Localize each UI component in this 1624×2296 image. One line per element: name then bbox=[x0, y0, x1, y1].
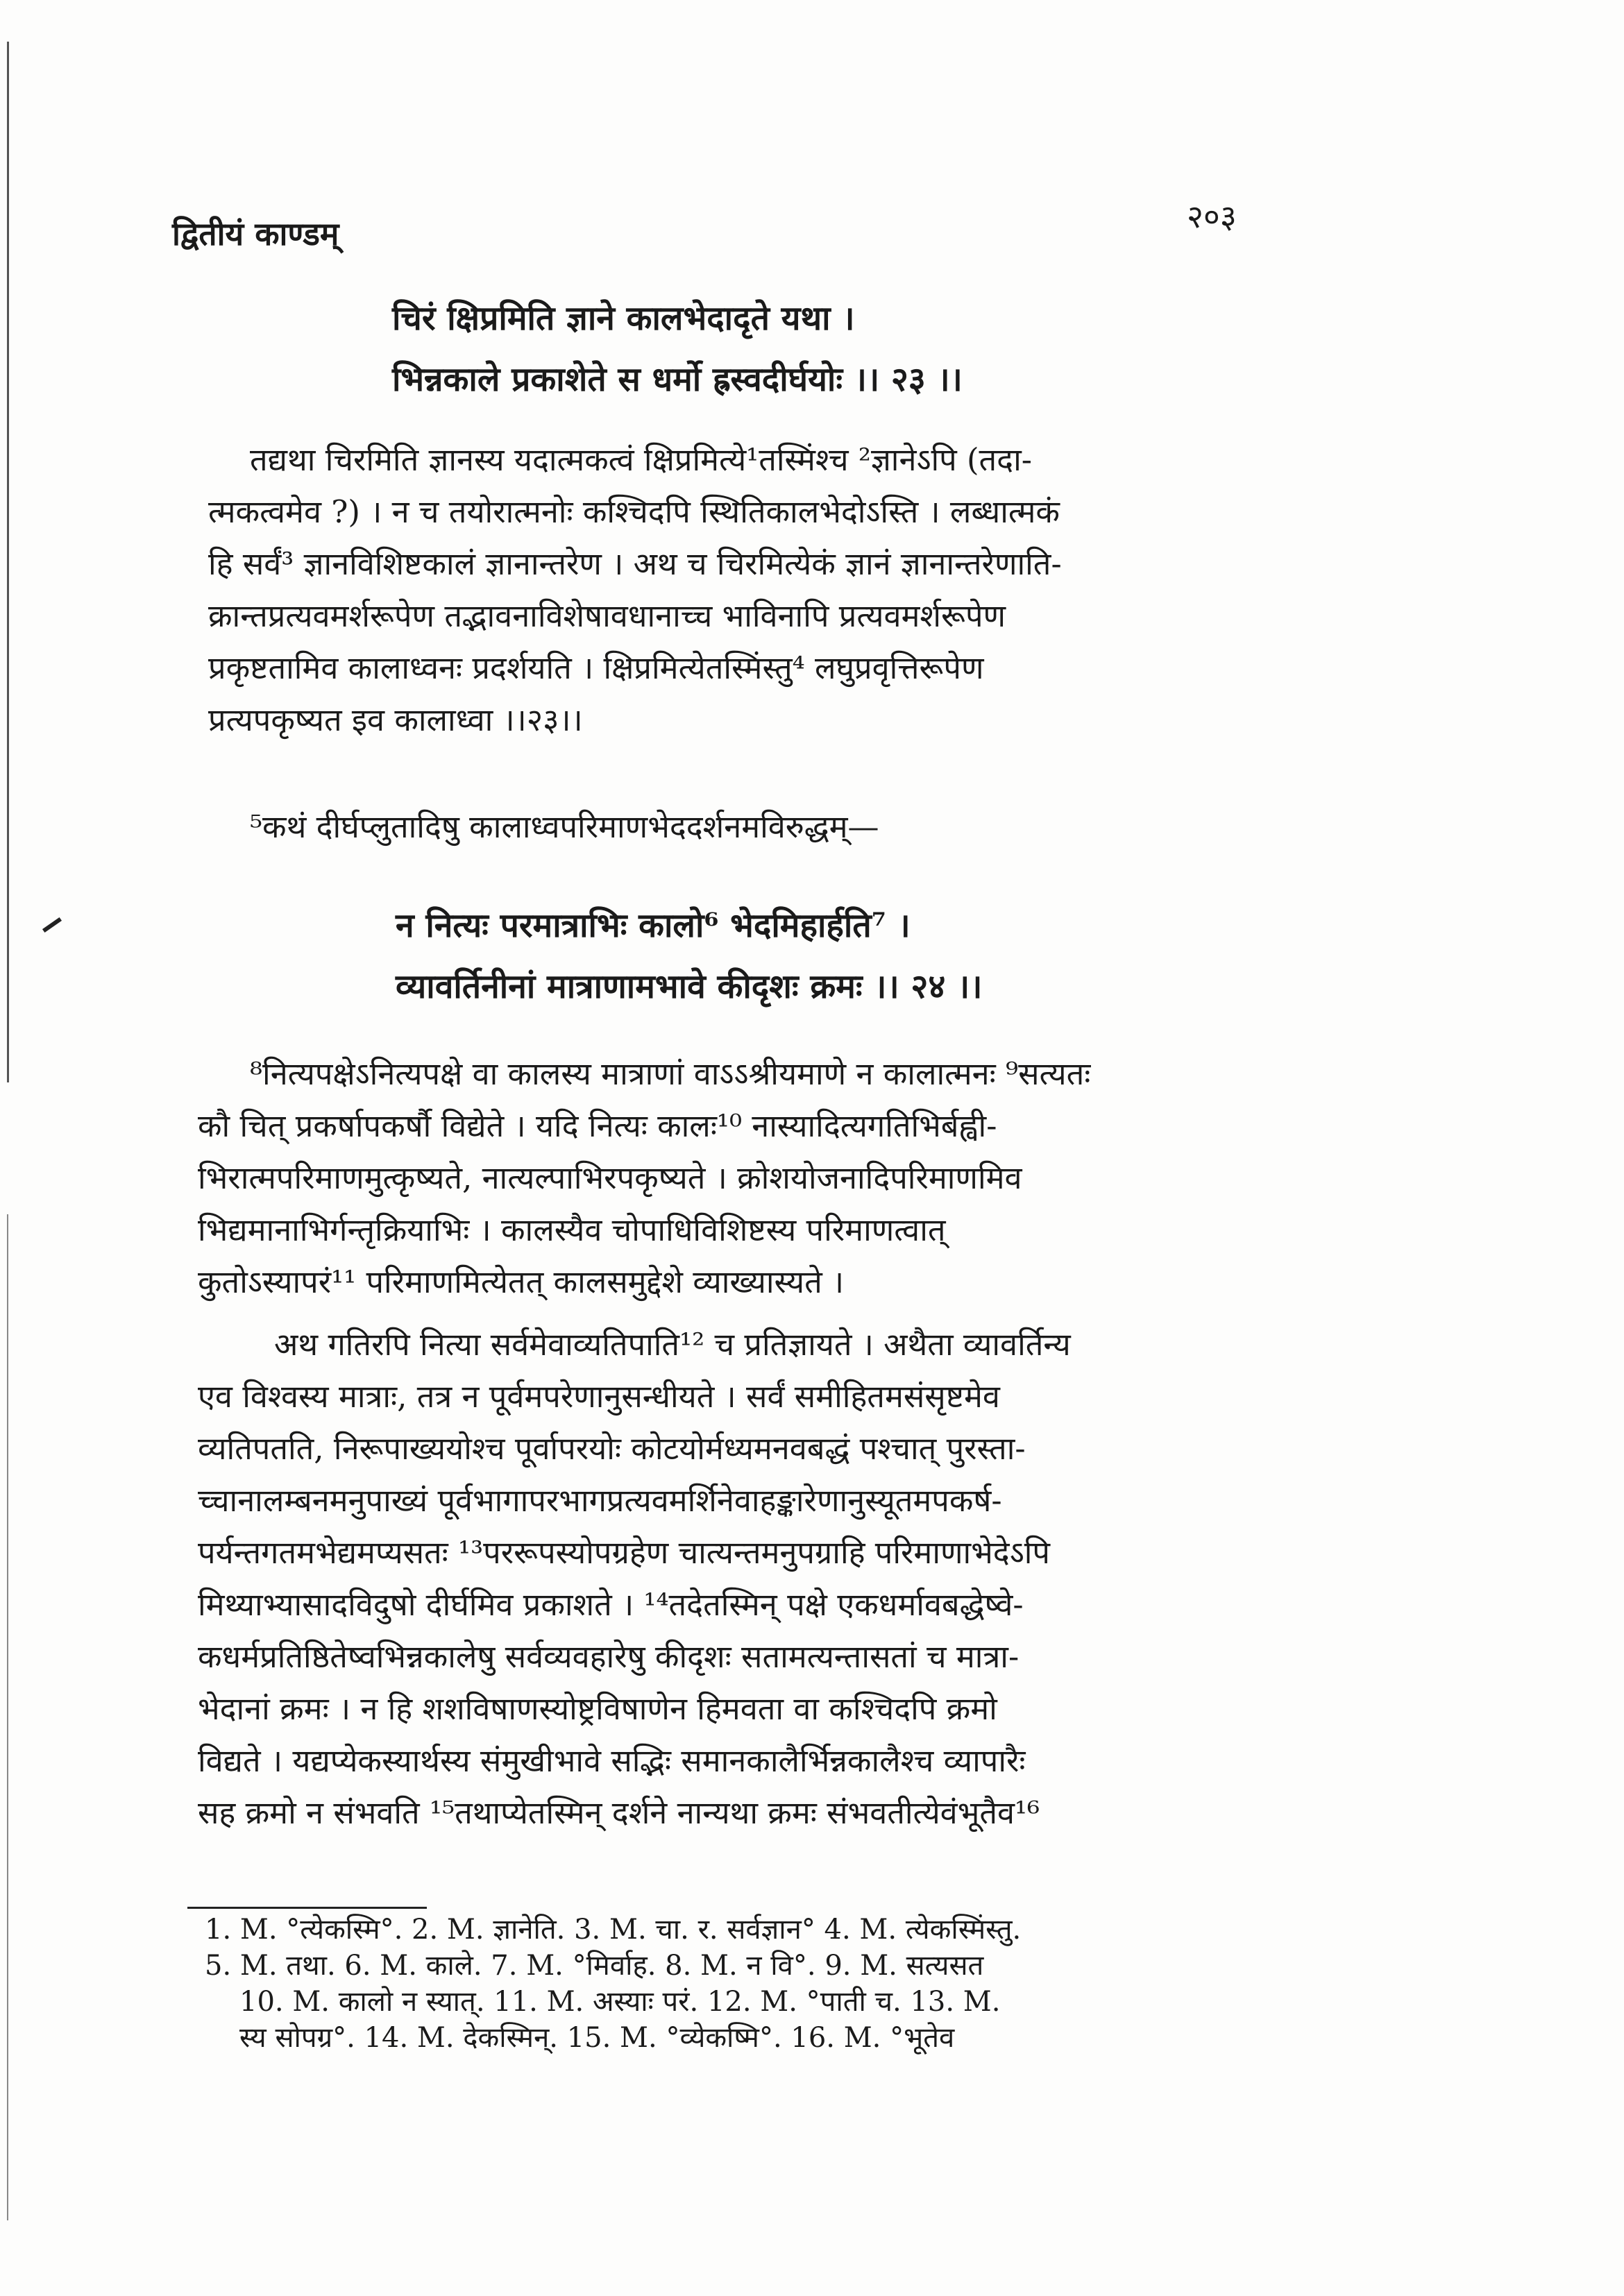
commentary-line: कौ चित् प्रकर्षापकर्षौ विद्येते । यदि नित्यः कालः¹⁰ नास्यादित्यगतिभिर्बह्वी- bbox=[198, 1107, 997, 1144]
commentary-line: क्रान्तप्रत्यवमर्शरूपेण तद्भावनाविशेषावधानाच्च भाविनापि प्रत्यवमर्शरूपेण bbox=[208, 597, 1006, 634]
commentary-line: एव विश्वस्य मात्राः, तत्र न पूर्वमपरेणानुसन्धीयते । सर्वं समीहितमसंसृष्टमेव bbox=[198, 1378, 1000, 1415]
verse-24-line-1: न नित्यः परमात्राभिः कालो⁶ भेदमिहार्हति⁷ । bbox=[396, 906, 911, 945]
commentary-line: पर्यन्तगतमभेद्यमप्यसतः ¹³पररूपस्योपग्रहेण चात्यन्तमनुपग्राहि परिमाणाभेदेऽपि bbox=[198, 1534, 1050, 1571]
footnote-line: 1. M. °त्येकस्मि°. 2. M. ज्ञानेति. 3. M. चा. र. सर्वज्ञान° 4. M. त्येकस्मिंस्तु. bbox=[205, 1914, 1022, 1946]
commentary-line: अथ गतिरपि नित्या सर्वमेवाव्यतिपाति¹² च प्रतिज्ञायते । अथैता व्यावर्तिन्य bbox=[274, 1326, 1071, 1363]
commentary-line: ⁸नित्यपक्षेऽनित्यपक्षे वा कालस्य मात्राणां वाऽऽश्रीयमाणे न कालात्मनः ⁹सत्यतः bbox=[250, 1055, 1091, 1092]
commentary-line: भेदानां क्रमः । न हि शशविषाणस्योष्ट्रविषाणेन हिमवता वा कश्चिदपि क्रमो bbox=[198, 1690, 997, 1727]
verse-23-line-1: चिरं क्षिप्रमिति ज्ञाने कालभेदादृते यथा । bbox=[392, 299, 855, 338]
footnote-line: 5. M. तथा. 6. M. काले. 7. M. °मिर्वाह. 8. M. न वि°. 9. M. सत्यसत bbox=[205, 1950, 984, 1982]
commentary-24a bbox=[198, 1048, 1280, 1308]
commentary-line: प्रकृष्टतामिव कालाध्वनः प्रदर्शयति । क्षिप्रमित्येतस्मिंस्तु⁴ लघुप्रवृत्तिरूपेण bbox=[208, 649, 984, 686]
ink-mark bbox=[42, 917, 62, 933]
page-edge-shadow bbox=[7, 42, 9, 1082]
verse-24-line-2: व्यावर्तिनीनां मात्राणामभावे कीदृशः क्रमः ।। २४ ।। bbox=[396, 967, 983, 1006]
footnote-divider bbox=[187, 1907, 427, 1909]
commentary-24b bbox=[198, 1318, 1280, 1839]
commentary-23 bbox=[208, 434, 1277, 746]
commentary-line: सह क्रमो न संभवति ¹⁵तथाप्येतस्मिन् दर्शने नान्यथा क्रमः संभवतीत्येवंभूतैव¹⁶ bbox=[198, 1794, 1040, 1831]
verse-23 bbox=[392, 288, 963, 410]
footnotes bbox=[205, 1912, 1021, 2056]
commentary-line: हि सर्वं³ ज्ञानविशिष्टकालं ज्ञानान्तरेण । अथ च चिरमित्येकं ज्ञानं ज्ञानान्तरेणाति- bbox=[208, 545, 1062, 582]
running-head: द्वितीयं काण्डम् bbox=[172, 215, 339, 253]
footnote-line: स्य सोपग्र°. 14. M. देकस्मिन्. 15. M. °व्येकष्मि°. 16. M. °भूतेव bbox=[239, 2022, 955, 2054]
commentary-line: च्चानालम्बनमनुपाख्यं पूर्वभागापरभागप्रत्यवमर्शिनेवाहङ्कारेणानुस्यूतमपकर्ष- bbox=[198, 1482, 1002, 1519]
intro-24: ⁵कथं दीर्घप्लुतादिषु कालाध्वपरिमाणभेददर्शनमविरुद्धम्— bbox=[250, 808, 879, 845]
commentary-line: प्रत्यपकृष्यत इव कालाध्वा ।।२३।। bbox=[208, 701, 583, 738]
commentary-line: व्यतिपतति, निरूपाख्ययोश्च पूर्वापरयोः कोटयोर्मध्यमनवबद्धं पश्चात् पुरस्ता- bbox=[198, 1430, 1026, 1467]
commentary-line: विद्यते । यद्यप्येकस्यार्थस्य संमुखीभावे सद्भिः समानकालैर्भिन्नकालैश्च व्यापारैः bbox=[198, 1742, 1026, 1779]
verse-23-line-2: भिन्नकाले प्रकाशेते स धर्मो ह्रस्वदीर्घयोः ।। २३ ।। bbox=[392, 360, 963, 399]
commentary-line: मिथ्याभ्यासादविदुषो दीर्घमिव प्रकाशते । ¹⁴तदेतस्मिन् पक्षे एकधर्मावबद्धेष्वे- bbox=[198, 1586, 1024, 1623]
commentary-line: भिद्यमानाभिर्गन्तृक्रियाभिः । कालस्यैव चोपाधिविशिष्टस्य परिमाणत्वात् bbox=[198, 1211, 946, 1248]
page-edge-shadow-lower bbox=[7, 1214, 8, 2220]
page-number: २०३ bbox=[1187, 198, 1237, 235]
commentary-line: तद्यथा चिरमिति ज्ञानस्य यदात्मकत्वं क्षिप्रमित्ये¹तस्मिंश्च ²ज्ञानेऽपि (तदा- bbox=[250, 441, 1032, 478]
commentary-line: भिरात्मपरिमाणमुत्कृष्यते, नात्यल्पाभिरपकृष्यते । क्रोशयोजनादिपरिमाणमिव bbox=[198, 1159, 1022, 1196]
footnote-line: 10. M. कालो न स्यात्. 11. M. अस्याः परं. 12. M. °पाती च. 13. M. bbox=[239, 1986, 1001, 2018]
commentary-line: त्मकत्वमेव ?) । न च तयोरात्मनोः कश्चिदपि स्थितिकालभेदोऽस्ति । लब्धात्मकं bbox=[208, 493, 1060, 530]
verse-24 bbox=[396, 895, 982, 1017]
commentary-line: कुतोऽस्यापरं¹¹ परिमाणमित्येतत् कालसमुद्देशे व्याख्यास्यते । bbox=[198, 1264, 845, 1300]
commentary-line: कधर्मप्रतिष्ठितेष्वभिन्नकालेषु सर्वव्यवहारेषु कीदृशः सतामत्यन्तासतां च मात्रा- bbox=[198, 1638, 1020, 1675]
